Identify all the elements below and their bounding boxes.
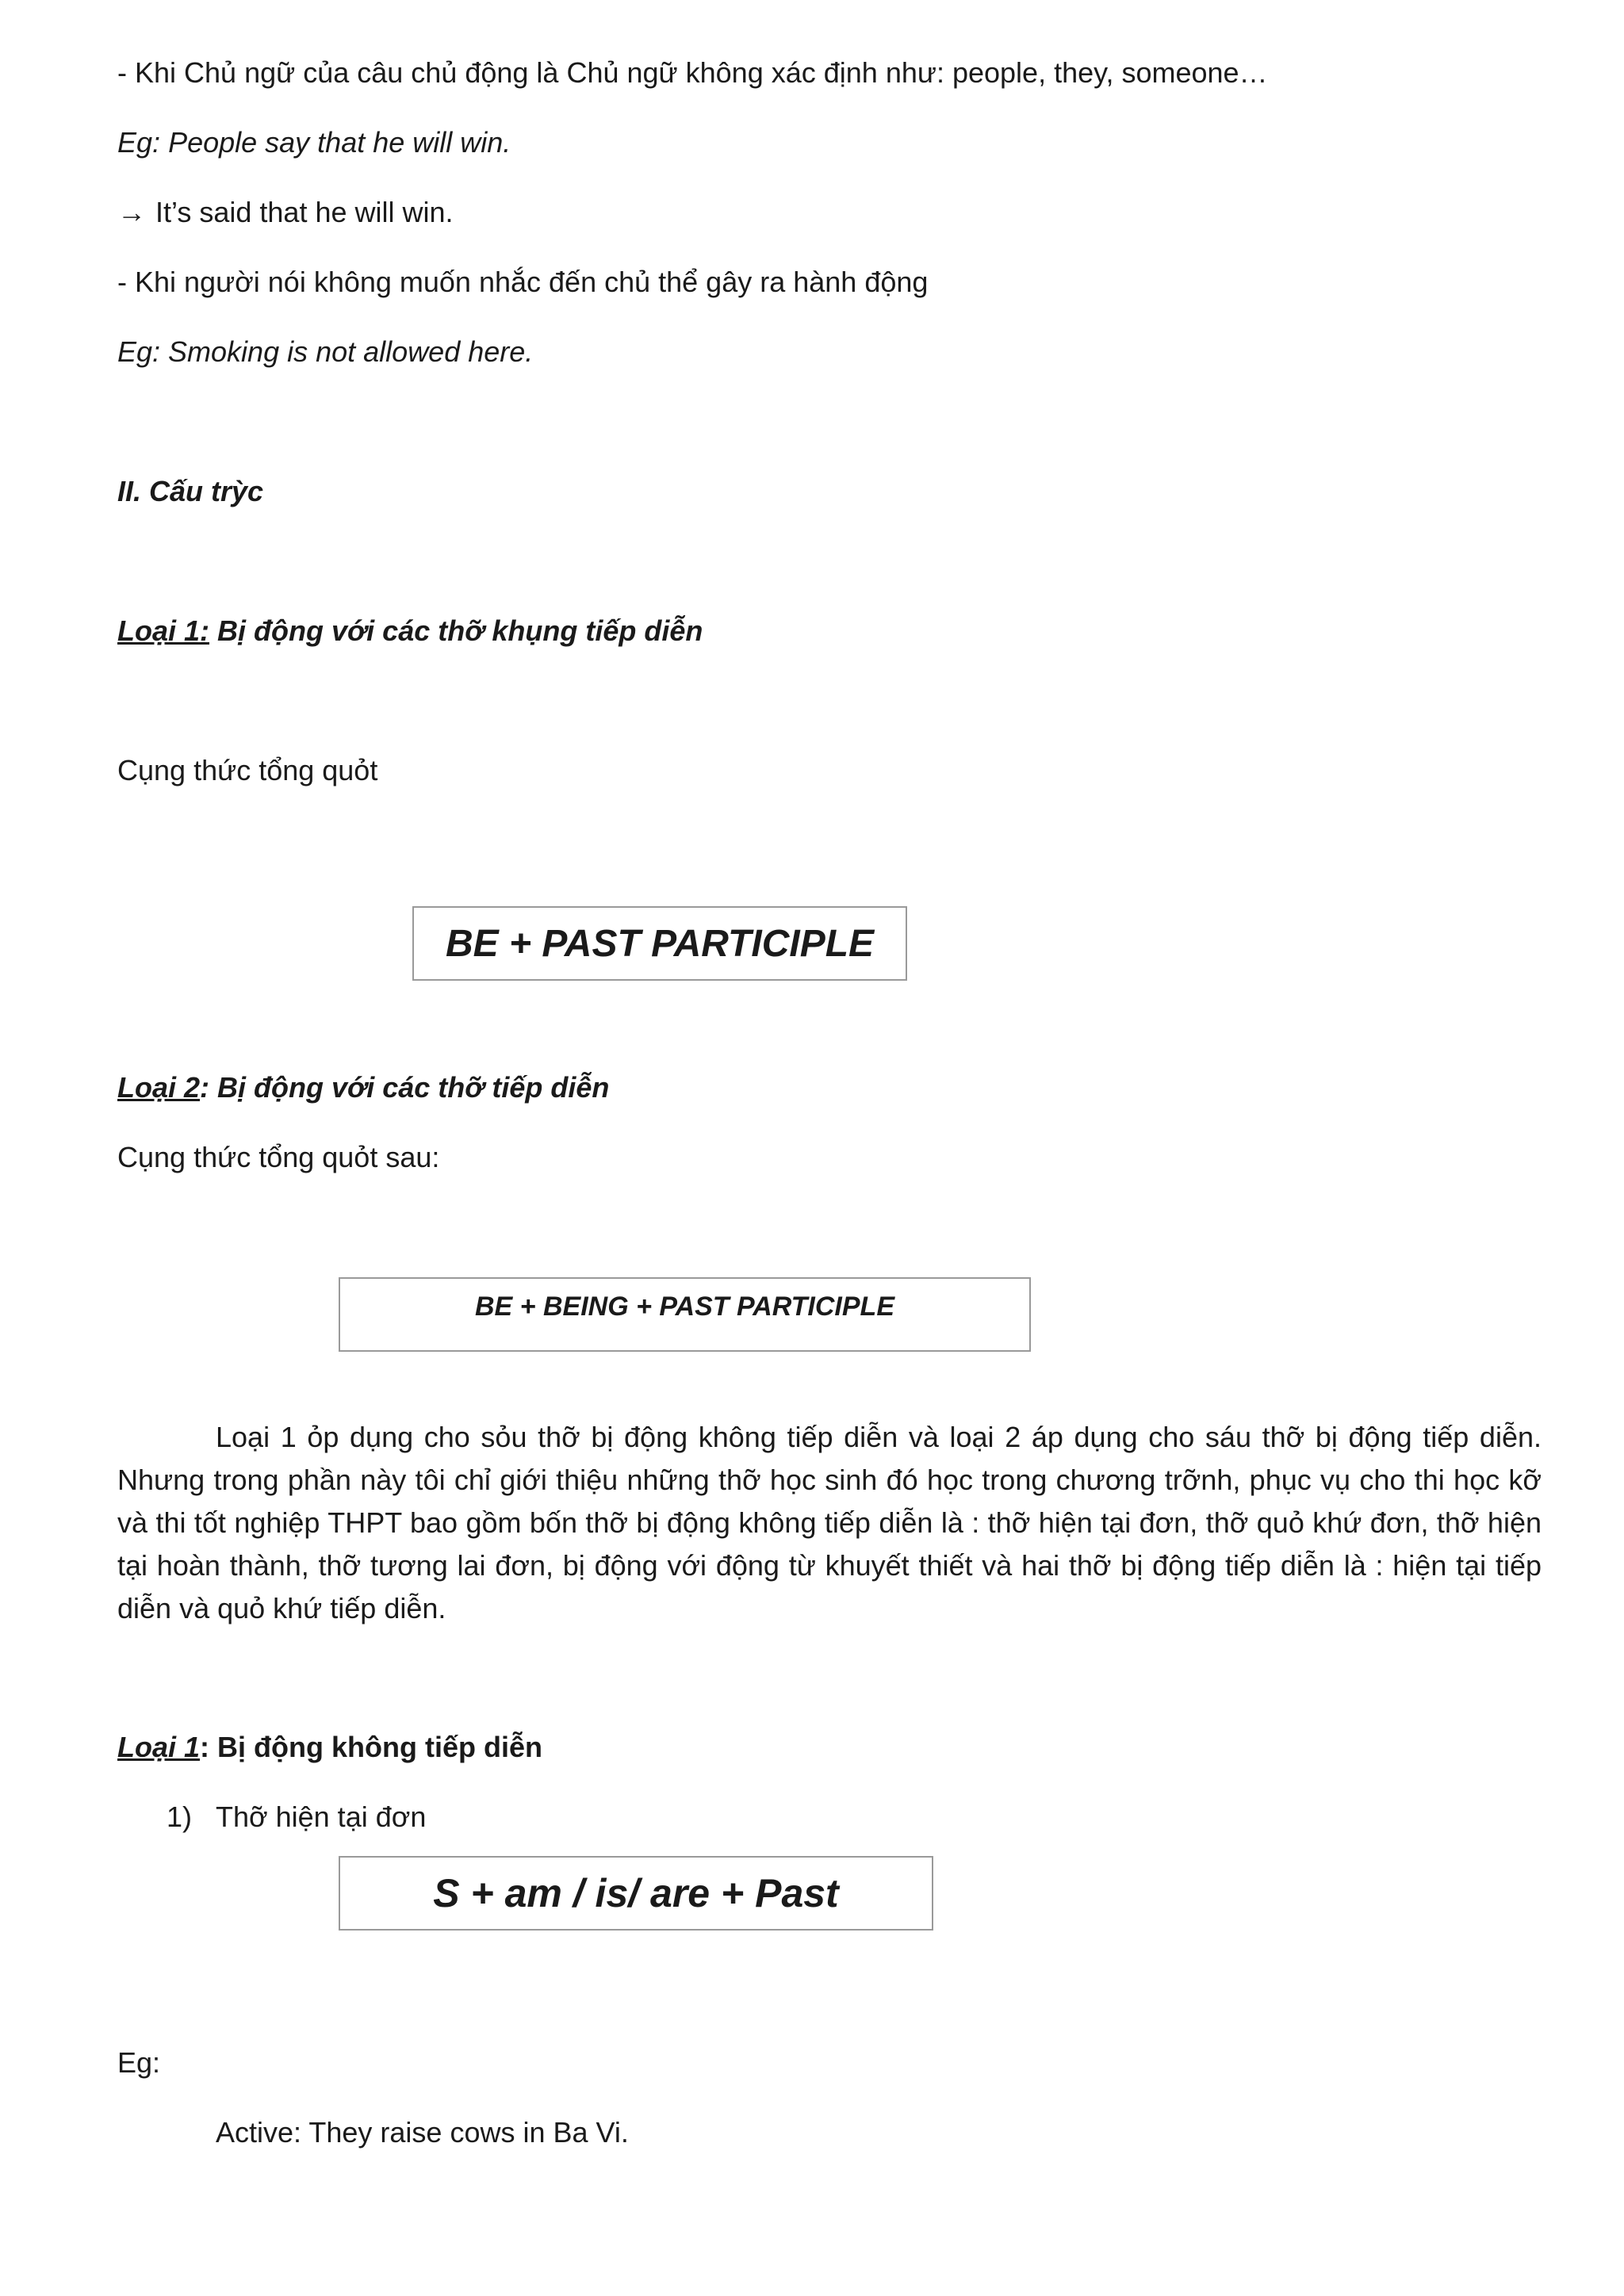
formula-box-be-being-past-participle	[339, 1277, 1031, 1352]
bullet-unmentioned-agent: - Khi người nói không muốn nhắc đến chủ thể gây ra hành động	[117, 266, 929, 298]
example-smoking: Eg: Smoking is not allowed here.	[117, 335, 534, 368]
type1-nonprogressive-heading	[117, 1728, 542, 1766]
formula-text: S + am / is/ are + Past	[433, 1871, 839, 1915]
type1b-title: : Bị động không tiếp diễn	[200, 1731, 542, 1763]
formula-box-present-simple	[339, 1856, 933, 1931]
explanation-paragraph: Loại 1 ỏp dụng cho sỏu thỡ bị động không tiếp diễn và loại 2 áp dụng cho sáu thỡ bị động tiếp diễn. Nhưng trong phần này tôi chỉ giới thiệu những thỡ học sinh đó học trong chương trỡnh, phục vụ cho thi học kỡ và thi tốt nghiệp THPT bao gồm bốn thỡ bị động không tiếp diễn là : thỡ hiện tại đơn, thỡ quỏ khứ đơn, thỡ hiện tại hoàn thành, thỡ tương lai đơn, bị động với động từ khuyết thiết và hai thỡ bị động tiếp diễn là : hiện tại tiếp diễn và quỏ khứ tiếp diễn.	[117, 1421, 1542, 1624]
example-label-eg: Eg:	[117, 2046, 161, 2079]
list-text: Thỡ hiện tại đơn	[216, 1800, 427, 1833]
example-result	[117, 193, 454, 232]
formula-text: BE + BEING + PAST PARTICIPLE	[475, 1292, 894, 1322]
type1b-label: Loại 1	[117, 1731, 201, 1763]
example-label: Eg:	[117, 126, 161, 159]
bullet-indefinite-subject: - Khi Chủ ngữ của câu chủ động là Chủ ngữ không xác định như: people, they, someone…	[117, 56, 1268, 89]
type2-title: Bị động với các thỡ tiếp diễn	[209, 1071, 610, 1104]
example-people-say	[117, 124, 511, 162]
type2-heading	[117, 1069, 609, 1107]
example-text: People say that he will win.	[168, 126, 511, 159]
formula-intro-continuous: Cụng thức tổng quỏt sau:	[117, 1141, 440, 1173]
section-heading-structure: II. Cấu trỳc	[117, 475, 264, 507]
type2-colon: :	[200, 1071, 210, 1104]
result-text: It’s said that he will win.	[155, 196, 454, 228]
arrow-right-icon: →	[117, 196, 146, 228]
formula-intro-general: Cụng thức tổng quỏt	[117, 754, 378, 786]
formula-text: BE + PAST PARTICIPLE	[445, 922, 875, 965]
list-item-present-simple	[167, 1798, 426, 1836]
type2-label: Loại 2	[117, 1071, 201, 1104]
formula-box-be-past-participle	[412, 906, 907, 981]
type1-title: Bị động với các thỡ khụng tiếp diễn	[209, 614, 703, 647]
type1-heading	[117, 612, 703, 650]
active-example: Active: They raise cows in Ba Vi.	[216, 2116, 629, 2149]
list-number: 1)	[167, 1800, 193, 1833]
type1-label: Loại 1:	[117, 614, 210, 647]
